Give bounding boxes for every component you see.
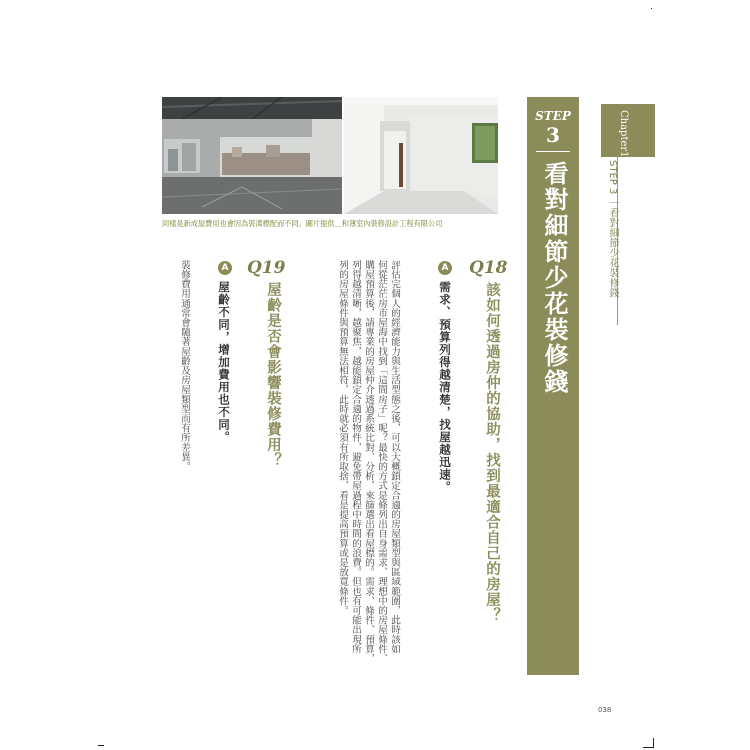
answer-18-badge: A — [438, 261, 452, 275]
answer-18-text: 需求、預算列得越清楚，找屋越迅速。 — [438, 281, 452, 494]
answer-19-text: 屋齡不同，增加費用也不同。 — [217, 281, 231, 444]
answer-19-body — [178, 260, 191, 471]
answer-18-line-3: 購屋預算後，請專業的房屋仲介透過系統比對、分析，來篩選出看屋標的。需求、條件、預算， — [363, 260, 374, 664]
answer-18-body — [336, 260, 401, 690]
running-header: STEP 3 ｜看對細節少花裝修錢 — [607, 160, 618, 298]
page-number: 038 — [598, 706, 612, 714]
answer-19-line-1: 裝修費用通常會隨著屋齡及房屋類型而有所差異。 — [179, 260, 190, 472]
answer-18-line-5: 列的房屋條件與預算無法相符，此時就必須有所取捨，看是提高預算或是放寬條件。 — [337, 260, 348, 616]
question-18-number: Q18 — [469, 258, 508, 278]
answer-19-badge: A — [218, 261, 232, 275]
chapter-tab — [601, 104, 655, 157]
step-label: STEP — [535, 109, 571, 123]
crop-mark-top-right — [651, 8, 652, 9]
step-number: 3 — [546, 123, 560, 147]
answer-18-line-4: 列得越清晰，越聚焦，越能鎖定合適的物件，避免帶屋過程中時間的浪費。但也有可能出現所 — [350, 260, 361, 654]
answer-18-line-2: 何從茫茫房市屋海中找到「這間房子」呢？最快的方式是條列出自身需求、理想中的房屋條件、 — [376, 260, 387, 664]
step-title: 看對細節少花裝修錢 — [540, 161, 568, 395]
crop-mark-bottom-right-h — [643, 747, 653, 748]
photo-empty-apartment — [344, 97, 498, 214]
step-banner — [527, 97, 579, 675]
photo-empty-office — [162, 97, 342, 214]
chapter-label: Chapter1 — [618, 110, 629, 158]
crop-mark-bottom-left — [98, 745, 104, 746]
answer-18-line-1: 評估完個人的經濟能力與生活型態之後，可以大概鎖定合適的房屋類型與區域範圍，此時該如 — [389, 260, 400, 654]
question-19-number: Q19 — [247, 258, 286, 278]
question-19-text: 屋齡是否會影響裝修費用？ — [265, 282, 281, 468]
crop-mark-bottom-right-v — [653, 738, 654, 748]
question-18-text: 該如何透過房仲的協助，找到最適合自己的房屋？ — [484, 282, 500, 623]
step-divider — [536, 151, 570, 152]
photo-caption: 同樣是新成屋費用也會因為裝潢標配而不同。圖片提供＿和薄室內裝修設計工程有限公司 — [162, 219, 443, 228]
